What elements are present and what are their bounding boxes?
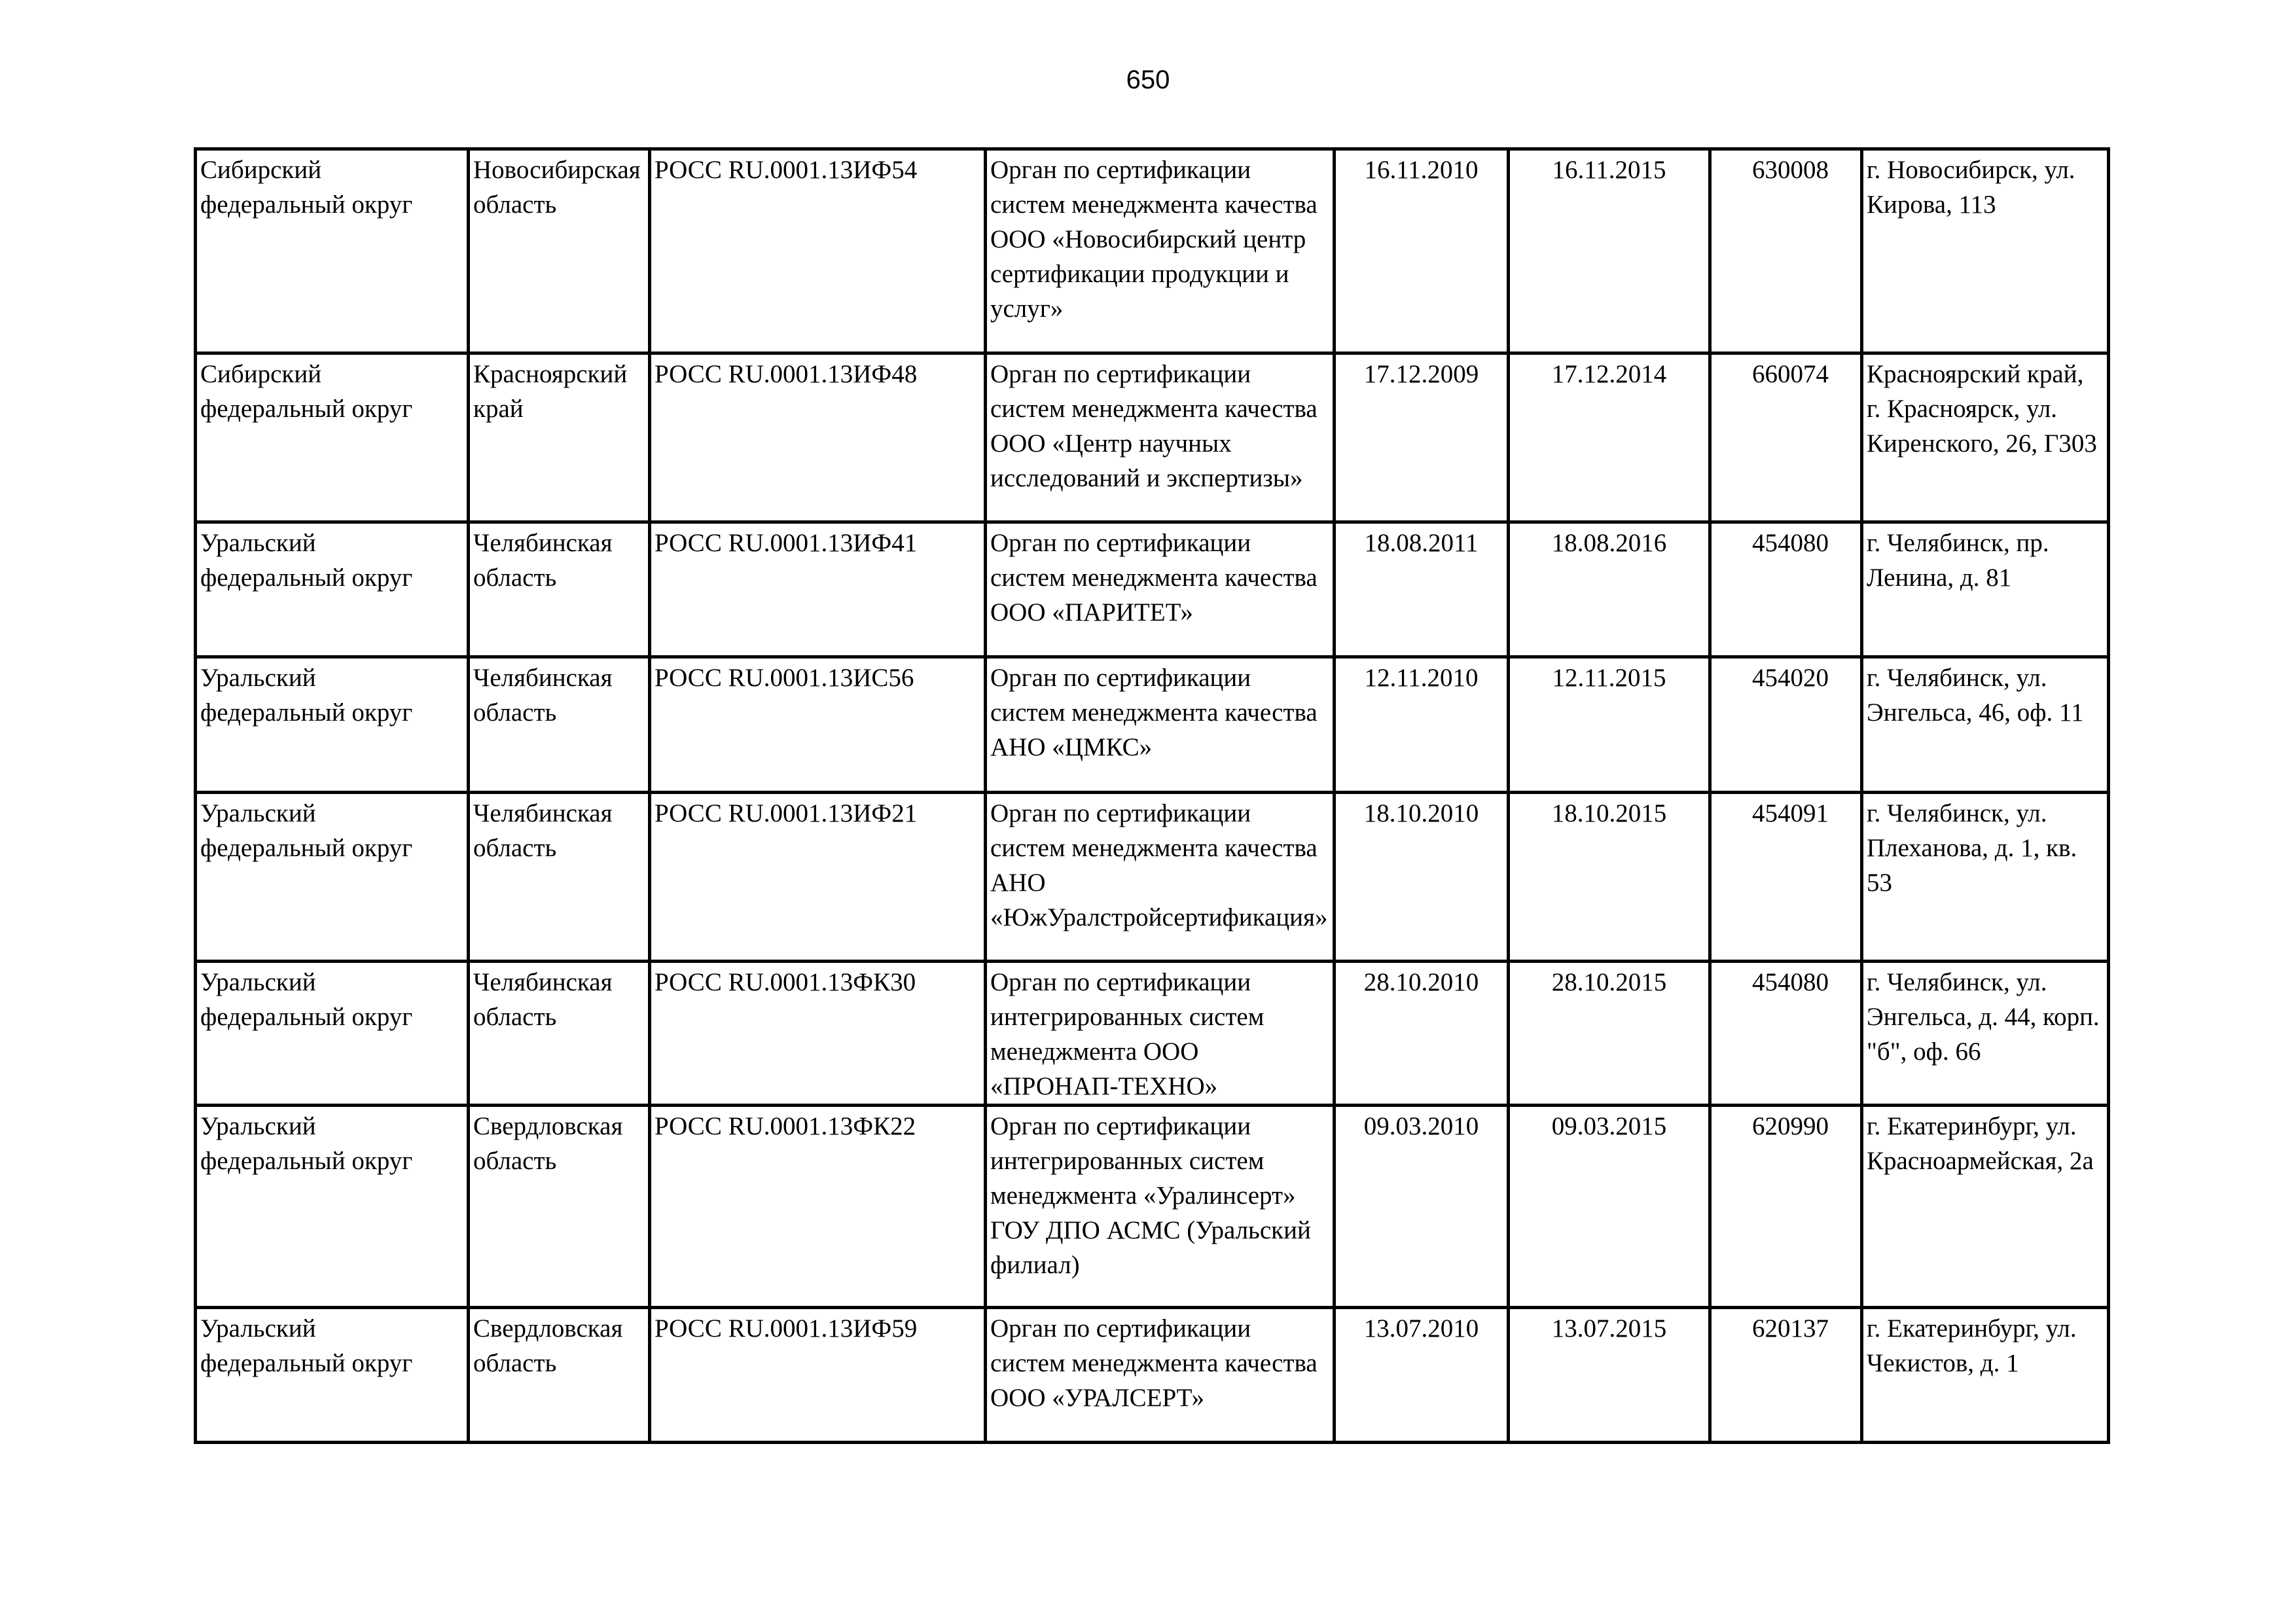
end-date-cell: 09.03.2015 bbox=[1509, 1106, 1710, 1308]
start-date-cell: 13.07.2010 bbox=[1335, 1308, 1509, 1443]
postal-code-cell: 660074 bbox=[1710, 353, 1862, 522]
region-cell: Новосибирская область bbox=[469, 149, 650, 353]
organization-cell: Орган по сертификации систем менеджмента качества ООО «УРАЛСЕРТ» bbox=[986, 1308, 1335, 1443]
registration-number-cell: РОСС RU.0001.13ИФ59 bbox=[650, 1308, 986, 1443]
address-cell: г. Челябинск, пр. Ленина, д. 81 bbox=[1862, 522, 2109, 657]
end-date-cell: 18.08.2016 bbox=[1509, 522, 1710, 657]
address-cell: г. Екатеринбург, ул. Красноармейская, 2а bbox=[1862, 1106, 2109, 1308]
table-row bbox=[196, 1308, 2109, 1443]
certification-bodies-table bbox=[194, 147, 2110, 1444]
start-date-cell: 28.10.2010 bbox=[1335, 962, 1509, 1106]
postal-code-cell: 454091 bbox=[1710, 793, 1862, 962]
table-row bbox=[196, 1106, 2109, 1308]
registration-number-cell: РОСС RU.0001.13ИС56 bbox=[650, 657, 986, 793]
district-cell: Уральский федеральный округ bbox=[196, 657, 469, 793]
region-cell: Свердловская область bbox=[469, 1106, 650, 1308]
table-row bbox=[196, 353, 2109, 522]
start-date-cell: 16.11.2010 bbox=[1335, 149, 1509, 353]
registration-number-cell: РОСС RU.0001.13ИФ41 bbox=[650, 522, 986, 657]
end-date-cell: 18.10.2015 bbox=[1509, 793, 1710, 962]
district-cell: Уральский федеральный округ bbox=[196, 1308, 469, 1443]
district-cell: Сибирский федеральный округ bbox=[196, 353, 469, 522]
address-cell: г. Новосибирск, ул. Кирова, 113 bbox=[1862, 149, 2109, 353]
registration-number-cell: РОСС RU.0001.13ИФ48 bbox=[650, 353, 986, 522]
start-date-cell: 18.10.2010 bbox=[1335, 793, 1509, 962]
start-date-cell: 17.12.2009 bbox=[1335, 353, 1509, 522]
address-cell: г. Челябинск, ул. Энгельса, 46, оф. 11 bbox=[1862, 657, 2109, 793]
region-cell: Челябинская область bbox=[469, 522, 650, 657]
organization-cell: Орган по сертификации систем менеджмента качества ООО «Центр научных исследований и экспертизы» bbox=[986, 353, 1335, 522]
address-cell: Красноярский край, г. Красноярск, ул. Киренского, 26, Г303 bbox=[1862, 353, 2109, 522]
table-row bbox=[196, 793, 2109, 962]
region-cell: Свердловская область bbox=[469, 1308, 650, 1443]
end-date-cell: 16.11.2015 bbox=[1509, 149, 1710, 353]
organization-cell: Орган по сертификации систем менеджмента качества АНО «ЦМКС» bbox=[986, 657, 1335, 793]
district-cell: Уральский федеральный округ bbox=[196, 1106, 469, 1308]
region-cell: Челябинская область bbox=[469, 793, 650, 962]
organization-cell: Орган по сертификации интегрированных систем менеджмента «Уралинсерт» ГОУ ДПО АСМС (Уральский филиал) bbox=[986, 1106, 1335, 1308]
postal-code-cell: 454020 bbox=[1710, 657, 1862, 793]
address-cell: г. Екатеринбург, ул. Чекистов, д. 1 bbox=[1862, 1308, 2109, 1443]
organization-cell: Орган по сертификации систем менеджмента качества АНО «ЮжУралстройсертификация» bbox=[986, 793, 1335, 962]
postal-code-cell: 630008 bbox=[1710, 149, 1862, 353]
table-row bbox=[196, 149, 2109, 353]
region-cell: Челябинская область bbox=[469, 657, 650, 793]
district-cell: Уральский федеральный округ bbox=[196, 962, 469, 1106]
district-cell: Уральский федеральный округ bbox=[196, 522, 469, 657]
registration-number-cell: РОСС RU.0001.13ФК30 bbox=[650, 962, 986, 1106]
start-date-cell: 18.08.2011 bbox=[1335, 522, 1509, 657]
organization-cell: Орган по сертификации систем менеджмента качества ООО «Новосибирский центр сертификации продукции и услуг» bbox=[986, 149, 1335, 353]
registration-number-cell: РОСС RU.0001.13ИФ54 bbox=[650, 149, 986, 353]
page-number: 650 bbox=[1126, 65, 1170, 94]
postal-code-cell: 454080 bbox=[1710, 522, 1862, 657]
end-date-cell: 13.07.2015 bbox=[1509, 1308, 1710, 1443]
registration-number-cell: РОСС RU.0001.13ФК22 bbox=[650, 1106, 986, 1308]
registration-number-cell: РОСС RU.0001.13ИФ21 bbox=[650, 793, 986, 962]
start-date-cell: 09.03.2010 bbox=[1335, 1106, 1509, 1308]
postal-code-cell: 454080 bbox=[1710, 962, 1862, 1106]
end-date-cell: 12.11.2015 bbox=[1509, 657, 1710, 793]
organization-cell: Орган по сертификации систем менеджмента качества ООО «ПАРИТЕТ» bbox=[986, 522, 1335, 657]
postal-code-cell: 620990 bbox=[1710, 1106, 1862, 1308]
end-date-cell: 28.10.2015 bbox=[1509, 962, 1710, 1106]
district-cell: Сибирский федеральный округ bbox=[196, 149, 469, 353]
district-cell: Уральский федеральный округ bbox=[196, 793, 469, 962]
region-cell: Красноярский край bbox=[469, 353, 650, 522]
table-row bbox=[196, 522, 2109, 657]
start-date-cell: 12.11.2010 bbox=[1335, 657, 1509, 793]
address-cell: г. Челябинск, ул. Плеханова, д. 1, кв. 53 bbox=[1862, 793, 2109, 962]
table-row bbox=[196, 962, 2109, 1106]
organization-cell: Орган по сертификации интегрированных систем менеджмента ООО «ПРОНАП-ТЕХНО» bbox=[986, 962, 1335, 1106]
postal-code-cell: 620137 bbox=[1710, 1308, 1862, 1443]
table-row bbox=[196, 657, 2109, 793]
region-cell: Челябинская область bbox=[469, 962, 650, 1106]
address-cell: г. Челябинск, ул. Энгельса, д. 44, корп. "б", оф. 66 bbox=[1862, 962, 2109, 1106]
end-date-cell: 17.12.2014 bbox=[1509, 353, 1710, 522]
